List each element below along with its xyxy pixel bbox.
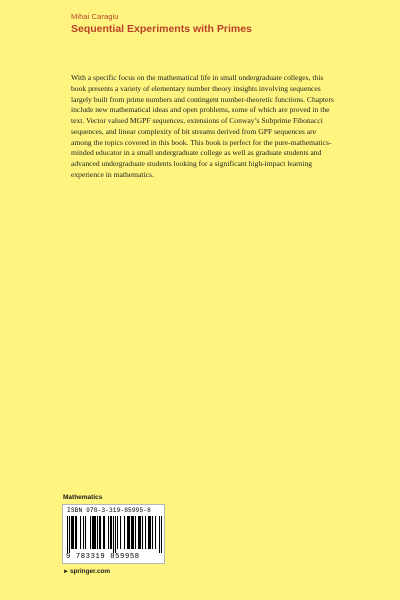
- barcode-bar: [94, 516, 95, 549]
- publisher-website[interactable]: [63, 568, 110, 575]
- barcode-bar: [159, 516, 160, 553]
- subject-category: Mathematics: [63, 494, 103, 501]
- barcode-bar: [92, 516, 93, 549]
- author-name: Mihai Caragiu: [71, 12, 119, 21]
- barcode-bar: [72, 516, 73, 549]
- barcode-digits: 9 783319 859958: [66, 553, 140, 561]
- barcode-bar: [108, 516, 109, 549]
- barcode-bar: [115, 516, 116, 553]
- barcode-bar: [95, 516, 96, 549]
- barcode-bar: [67, 516, 68, 553]
- barcode-bar: [150, 516, 151, 549]
- barcode-bar: [133, 516, 134, 549]
- barcode-bar: [135, 516, 136, 549]
- barcode-bar: [138, 516, 139, 549]
- barcode-bar: [83, 516, 84, 549]
- barcode-bar: [93, 516, 94, 549]
- barcode-bar: [85, 516, 86, 549]
- barcode-bar: [127, 516, 128, 549]
- barcode-bar: [100, 516, 101, 549]
- barcode-bar: [124, 516, 125, 549]
- barcode-bar: [75, 516, 76, 549]
- isbn-label: ISBN 978-3-319-85995-8: [67, 507, 151, 514]
- barcode-bar: [90, 516, 91, 549]
- barcode-bar: [103, 516, 104, 549]
- barcode-bar: [142, 516, 143, 549]
- barcode-bar: [132, 516, 133, 549]
- barcode-bar: [148, 516, 149, 549]
- barcode-bar: [152, 516, 153, 549]
- barcode-bar: [99, 516, 100, 549]
- barcode-bar: [120, 516, 121, 549]
- barcode-bar: [131, 516, 132, 549]
- barcode-bar: [129, 516, 130, 549]
- barcode-bar: [117, 516, 118, 549]
- barcode-bar: [145, 516, 146, 549]
- barcode-bar: [76, 516, 77, 549]
- book-title: Sequential Experiments with Primes: [71, 23, 252, 35]
- barcode-bar: [128, 516, 129, 549]
- barcode-image: [67, 516, 162, 553]
- barcode-bar: [111, 516, 112, 549]
- barcode-bar: [149, 516, 150, 549]
- book-description: With a specific focus on the mathematical life in small undergraduate colleges, this book presents a variety of elementary number theory insights involving sequences largely built from prime numbers and contingent number-theoretic functions. Chapters include new mathematical ideas and open problems, some of which are proved in the text. Vector valued MGPF sequences, extensions of Conway’s Subprime Fibonacci sequences, and linear complexity of bit streams derived from GPF sequences are among the topics covered in this book. This book is perfect for the pure-mathematics-minded educator in a small undergraduate college as well as graduate students and advanced undergraduate students looking for a significant high-impact learning experience in mathematics.: [71, 73, 334, 179]
- barcode-bar: [155, 516, 156, 549]
- barcode-box: [62, 504, 165, 564]
- barcode-bar: [71, 516, 72, 549]
- barcode-bar: [73, 516, 74, 549]
- barcode-bar: [113, 516, 114, 553]
- website-label: springer.com: [69, 568, 111, 575]
- barcode-bar: [80, 516, 81, 549]
- barcode-bar: [139, 516, 140, 549]
- barcode-bar: [140, 516, 141, 549]
- barcode-bar: [104, 516, 105, 549]
- arrow-icon: ►: [63, 569, 69, 575]
- barcode-bar: [161, 516, 162, 553]
- barcode-bar: [110, 516, 111, 549]
- barcode-bar: [69, 516, 70, 553]
- barcode-bar: [97, 516, 98, 549]
